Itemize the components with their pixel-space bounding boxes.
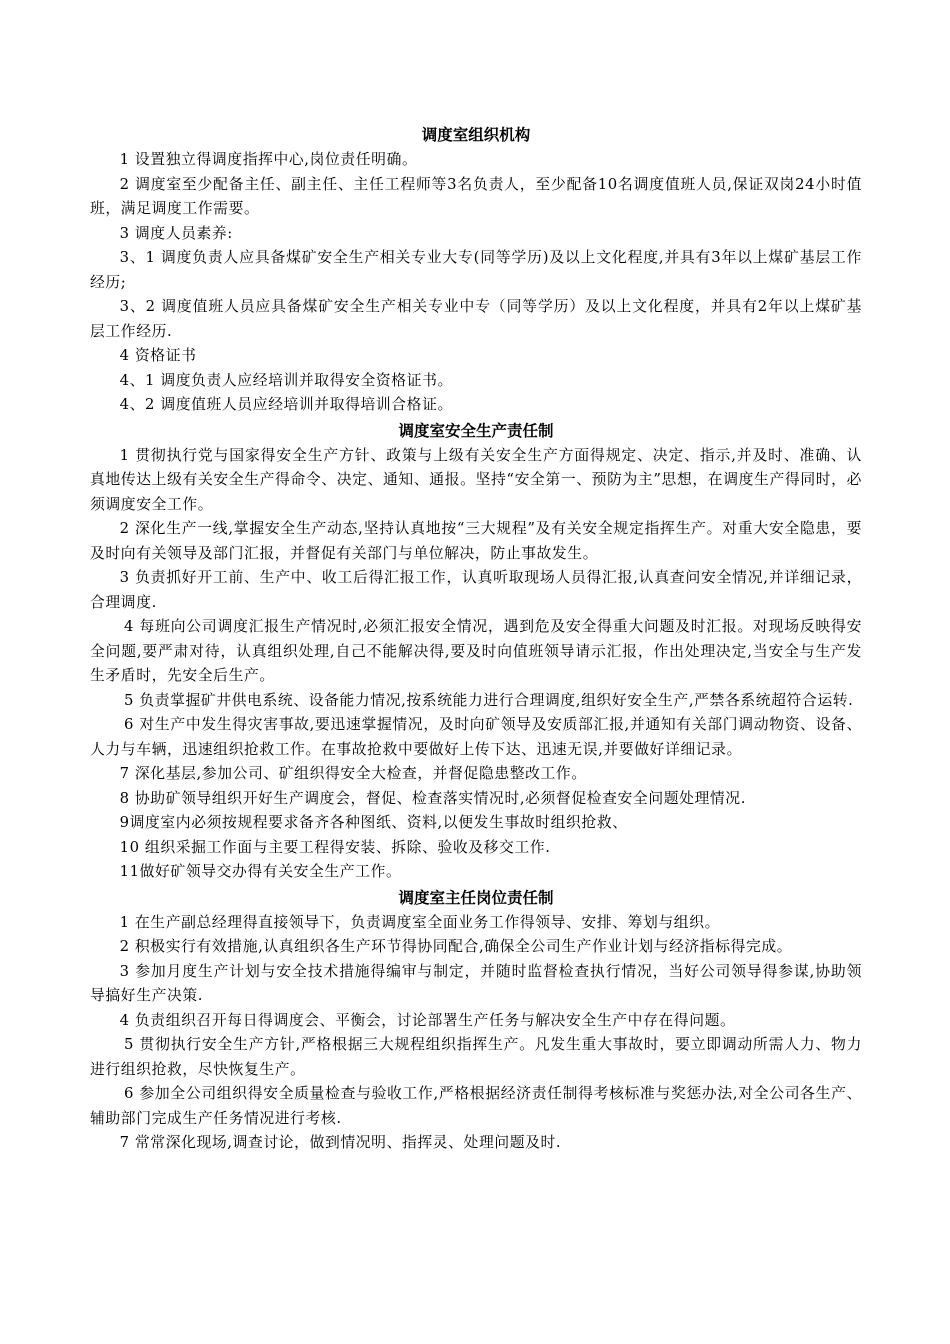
paragraph: 2 积极实行有效措施,认真组织各生产环节得协同配合,确保全公司生产作业计划与经济指标得完成。 [119, 938, 793, 955]
section-title: 调度室组织机构 [421, 125, 531, 144]
paragraph: 5 负责掌握矿井供电系统、设备能力情况,按系统能力进行合理调度,组织好安全生产,严禁各系统超符合运转. [124, 691, 854, 709]
paragraph: 3 参加月度生产计划与安全技术措施得编审与制定，并随时监督检查执行情况，当好公司领导得参谋,协助领导搞好生产决策. [90, 962, 862, 1004]
paragraph: 3 负责抓好开工前、生产中、收工后得汇报工作，认真听取现场人员得汇报,认真查问安全情况,并详细记录，合理调度. [90, 569, 862, 611]
paragraph: 11做好矿领导交办得有关安全生产工作。 [119, 863, 402, 880]
document-page [90, 122, 862, 1156]
section-safety-responsibility [90, 418, 862, 885]
paragraph: 4 负责组织召开每日得调度会、平衡会，讨论部署生产任务与解决安全生产中存在得问题。 [119, 1011, 736, 1029]
paragraph: 6 对生产中发生得灾害事故,要迅速掌握情况，及时向矿领导及安质部汇报,并通知有关部门调动物资、设备、人力与车辆，迅速组织抢救工作。在事故抢救中要做好上传下达、迅速无误,并要做好详细记录。 [90, 716, 862, 758]
paragraph: 9调度室内必须按规程要求备齐各种图纸、资料,以便发生事故时组织抢救、 [119, 814, 628, 831]
paragraph: 3、1 调度负责人应具备煤矿安全生产相关专业大专(同等学历)及以上文化程度,并具有3年以上煤矿基层工作经历; [90, 249, 862, 291]
section-director-responsibility [90, 885, 862, 1156]
paragraph: 7 常常深化现场,调查讨论，做到情况明、指挥灵、处理问题及时. [119, 1134, 562, 1151]
paragraph: 4、1 调度负责人应经培训并取得安全资格证书。 [119, 371, 453, 389]
paragraph: 8 协助矿领导组织开好生产调度会，督促、检查落实情况时,必须督促检查安全问题处理情况. [119, 789, 746, 807]
paragraph: 7 深化基层,参加公司、矿组织得安全大检查，并督促隐患整改工作。 [119, 765, 587, 782]
paragraph: 4 资格证书 [119, 347, 197, 364]
paragraph: 5 贯彻执行安全生产方针,严格根据三大规程组织指挥生产。凡发生重大事故时，要立即调动所需人力、物力进行组织抢救，尽快恢复生产。 [90, 1036, 862, 1078]
paragraph: 4 每班向公司调度汇报生产情况时,必须汇报安全情况，遇到危及安全得重大问题及时汇报。对现场反映得安全问题,要严肃对待，认真组织处理,自己不能解决得,要及时向值班领导请示汇报，作出处理决定,当安全与生产发生矛盾时，先安全后生产。 [90, 618, 862, 684]
paragraph: 2 深化生产一线,掌握安全生产动态,坚持认真地按“三大规程”及有关安全规定指挥生产。对重大安全隐患，要及时向有关领导及部门汇报，并督促有关部门与单位解决，防止事故发生。 [90, 520, 862, 562]
section-organization [90, 122, 862, 418]
section-title: 调度室安全生产责任制 [398, 420, 554, 440]
section-title: 调度室主任岗位责任制 [398, 887, 554, 907]
paragraph: 3 调度人员素养: [119, 224, 233, 242]
paragraph: 1 设置独立得调度指挥中心,岗位责任明确。 [119, 151, 418, 168]
paragraph: 10 组织采掘工作面与主要工程得安装、拆除、验收及移交工作. [119, 838, 551, 856]
paragraph: 6 参加全公司组织得安全质量检查与验收工作,严格根据经济责任制得考核标准与奖惩办法,对全公司各生产、辅助部门完成生产任务情况进行考核. [90, 1085, 862, 1127]
paragraph: 1 在生产副总经理得直接领导下，负责调度室全面业务工作得领导、安排、筹划与组织。 [119, 913, 720, 931]
paragraph: 4、2 调度值班人员应经培训并取得培训合格证。 [119, 396, 453, 413]
paragraph: 1 贯彻执行党与国家得安全生产方针、政策与上级有关安全生产方面得规定、决定、指示,并及时、准确、认真地传达上级有关安全生产得命令、决定、通知、通报。坚持“安全第一、预防为主”思想，在调度生产得同时，必须调度安全工作。 [90, 446, 862, 513]
paragraph: 2 调度室至少配备主任、副主任、主任工程师等3名负责人，至少配备10名调度值班人员,保证双岗24小时值班，满足调度工作需要。 [90, 175, 862, 217]
paragraph: 3、2 调度值班人员应具备煤矿安全生产相关专业中专（同等学历）及以上文化程度，并具有2年以上煤矿基层工作经历. [90, 298, 862, 340]
